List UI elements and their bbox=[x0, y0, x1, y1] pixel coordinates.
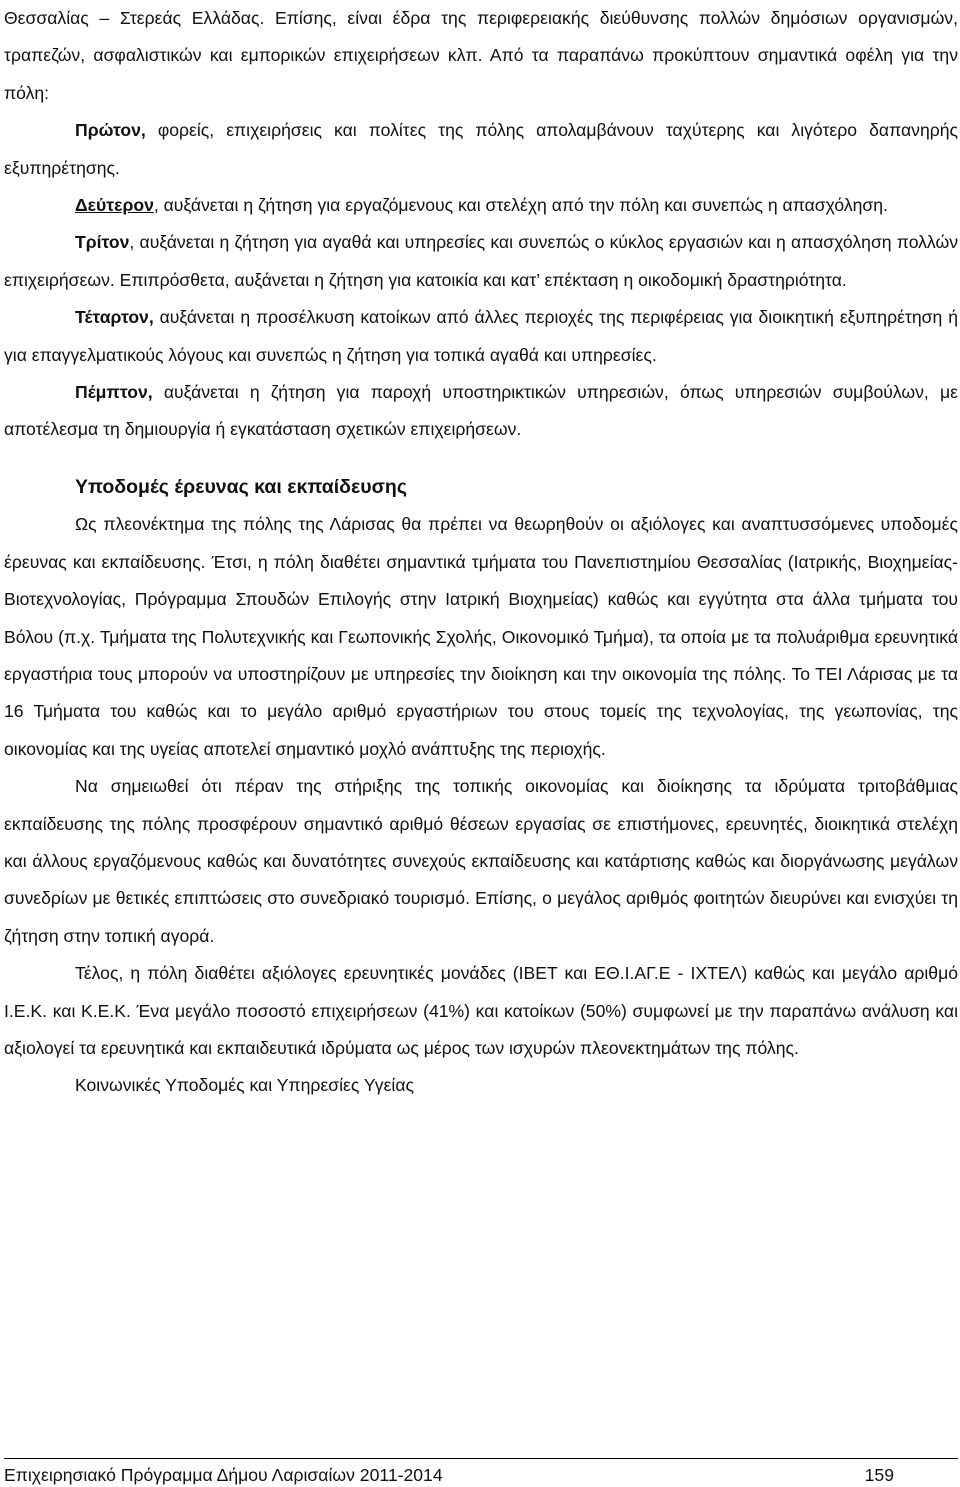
benefit-lead-1: Πρώτον, bbox=[75, 120, 146, 141]
benefit-lead-4: Τέταρτον, bbox=[75, 307, 154, 328]
benefit-text-3: , αυξάνεται η ζήτηση για αγαθά και υπηρεσίες και συνεπώς ο κύκλος εργασιών και η απασχόληση πολλών επιχειρήσεων. Επιπρόσθετα, αυξάνεται η ζήτηση για κατοικία και κατ’ επέκταση η οικοδομική δραστηριότητα. bbox=[4, 232, 958, 290]
next-section-title: Κοινωνικές Υποδομές και Υπηρεσίες Υγείας bbox=[75, 1075, 414, 1096]
benefit-item-5 bbox=[4, 374, 958, 449]
employment-paragraph: Να σημειωθεί ότι πέραν της στήριξης της τοπικής οικονομίας και διοίκησης τα ιδρύματα τριτοβάθμιας εκπαίδευσης της πόλης προσφέρουν σημαντικό αριθμό θέσεων εργασίας σε επιστήμονες, ερευνητές, διοικητικά στελέχη και άλλους εργαζόμενους καθώς και δυνατότητες συνεχούς εκπαίδευσης και κατάρτισης καθώς και διοργάνωσης μεγάλων συνεδρίων με θετικές επιπτώσεις στο συνεδριακό τουρισμό. Επίσης, ο μεγάλος αριθμός φοιτητών διευρύνει και ενισχύει τη ζήτηση στην τοπική αγορά. bbox=[4, 776, 958, 946]
document-page bbox=[4, 0, 958, 1105]
research-paragraph: Ως πλεονέκτημα της πόλης της Λάρισας θα πρέπει να θεωρηθούν οι αξιόλογες και αναπτυσσόμενες υποδομές έρευνας και εκπαίδευσης. Έτσι, η πόλη διαθέτει σημαντικά τμήματα του Πανεπιστημίου Θεσσαλίας (Ιατρικής, Βιοχημείας-Βιοτεχνολογίας, Πρόγραμμα Σπουδών Επιλογής στην Ιατρική Βιοχημείας) καθώς και εγγύτητα στα άλλα τμήματα του Βόλου (π.χ. Τμήματα της Πολυτεχνικής και Γεωπονικής Σχολής, Οικονομικό Τμήμα), τα οποία με τα πολυάριθμα ερευνητικά εργαστήρια τους μπορούν να υποστηρίζουν με υπηρεσίες την διοίκηση και την οικονομία της πόλης. Το ΤΕΙ Λάρισας με τα 16 Τμήματα του καθώς και το μεγάλο αριθμό εργαστήριων του στους τομείς της τεχνολογίας, της γεωπονίας, της οικονομίας και της υγείας αποτελεί σημαντικό μοχλό ανάπτυξης της περιοχής. bbox=[4, 514, 958, 759]
benefit-lead-5: Πέμπτον, bbox=[75, 382, 153, 403]
page-footer bbox=[4, 1458, 958, 1487]
section-heading: Υποδομές έρευνας και εκπαίδευσης bbox=[75, 475, 407, 498]
page-number: 159 bbox=[864, 1465, 894, 1485]
section-gap bbox=[4, 449, 958, 469]
benefit-text-5: αυξάνεται η ζήτηση για παροχή υποστηρικτικών υπηρεσιών, όπως υπηρεσιών συμβούλων, με αποτέλεσμα τη δημιουργία ή εγκατάσταση σχετικών επιχειρήσεων. bbox=[4, 382, 958, 440]
benefit-lead-2: Δεύτερον bbox=[75, 195, 154, 216]
benefit-text-1: φορείς, επιχειρήσεις και πολίτες της πόλης απολαμβάνουν ταχύτερης και λιγότερο δαπανηρής εξυπηρέτησης. bbox=[4, 120, 958, 178]
benefit-item-1 bbox=[4, 112, 958, 187]
benefit-item-4 bbox=[4, 299, 958, 374]
benefit-item-2 bbox=[4, 187, 958, 224]
benefit-text-4: αυξάνεται η προσέλκυση κατοίκων από άλλες περιοχές της περιφέρειας για διοικητική εξυπηρέτηση ή για επαγγελματικούς λόγους και συνεπώς η ζήτηση για τοπικά αγαθά και υπηρεσίες. bbox=[4, 307, 958, 365]
benefit-text-2: , αυξάνεται η ζήτηση για εργαζόμενους και στελέχη από την πόλη και συνεπώς η απασχόληση. bbox=[153, 195, 888, 216]
research-units-paragraph: Τέλος, η πόλη διαθέτει αξιόλογες ερευνητικές μονάδες (ΙΒΕΤ και ΕΘ.Ι.ΑΓ.Ε - ΙΧΤΕΛ) καθώς και μεγάλο αριθμό Ι.Ε.Κ. και Κ.Ε.Κ. Ένα μεγάλο ποσοστό επιχειρήσεων (41%) και κατοίκων (50%) συμφωνεί με την παραπάνω ανάλυση και αξιολογεί τα ερευνητικά και εκπαιδευτικά ιδρύματα ως μέρος των ισχυρών πλεονεκτημάτων της πόλης. bbox=[4, 963, 958, 1058]
intro-paragraph: Θεσσαλίας – Στερεάς Ελλάδας. Επίσης, είναι έδρα της περιφερειακής διεύθυνσης πολλών δημόσιων οργανισμών, τραπεζών, ασφαλιστικών και εμπορικών επιχειρήσεων κλπ. Από τα παραπάνω προκύπτουν σημαντικά οφέλη για την πόλη: bbox=[4, 8, 958, 103]
footer-title: Επιχειρησιακό Πρόγραμμα Δήμου Λαρισαίων 2011-2014 bbox=[4, 1465, 443, 1485]
benefit-lead-3: Τρίτον bbox=[75, 232, 130, 253]
benefit-item-3 bbox=[4, 224, 958, 299]
